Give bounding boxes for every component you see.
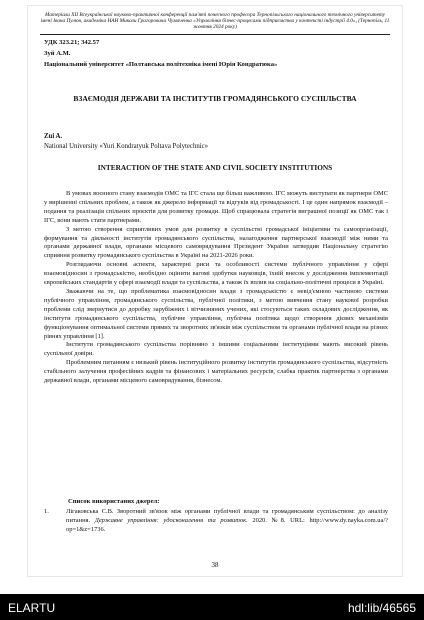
paragraph: В умовах воєнного стану взаємодія ОМС та ІГС стала ще більш важливою. ІГС можуть виступати як партнери ОМС у вирішенні спільних проблем, а також як джерело інформації та відгуків від громадськості. І це один напрямок взаємодії – подання та реалізація спільних проєктів для розвитку громади. Щоб спрацювала стратегія виграшної позиції як ОМС так і ІГС, вони мають стати партнерами.: [44, 190, 388, 224]
udk-code: УДК 323.21; 342.57: [44, 39, 100, 46]
paragraph: Розглядаючи основні аспекти, характерні риси та особливості системи публічного управління у сфері взаємовідносин з громадськістю, необхідно оцінити вагомі здобутки науковців, їхній внесок у дослідження імплементації європейських стандартів у сфері взаємодії влади та суспільства, а також їх вплив на соціально-політичні процеси в Україні.: [44, 261, 388, 287]
reference-authors-title: Лігаковська С.В. Зворотний зв'язок між органами публічної влади та громадянським суспільством: до аналізу питання.: [66, 508, 388, 524]
reference-journal: Державне управління: удосконалення та розвиток.: [94, 516, 248, 524]
author-name: Зуй А.М.: [44, 50, 71, 57]
reference-text: [66, 508, 388, 535]
title-ukrainian: ВЗАЄМОДІЯ ДЕРЖАВИ ТА ІНСТИТУТІВ ГРОМАДЯНСЬКОГО СУСПІЛЬСТВА: [73, 94, 357, 103]
reference-number: 1.: [44, 508, 49, 515]
author-affiliation: Національний університет «Полтавська політехніка імені Юрія Кондратюка»: [44, 61, 278, 68]
author-affiliation-english: National University «Yuri Kondratyuk Poltava Polytechnic»: [44, 143, 209, 150]
page-number: 38: [211, 561, 219, 569]
conference-header: Матеріали XII Всеукраїнської науково-практичної конференції пам'яті почесного професора Тернопільського національного технічного університету імені Івана Пулюя, академіка НАН Миколи Григоровича Чумаченка «Управління бізнес-процесами підприємства у контексті індустрії 4.0», (Тернопіль, 11 жовтня 2024 року): [40, 12, 390, 31]
body-text: [44, 190, 388, 386]
paragraph: Проблемним питанням є низький рівень інституційного розвитку інститутів громадянського суспільства, відсутність стабільного залучення професійних кадрів та фінансових і матеріальних ресурсів, слабка практик партнерства з органами державної влади, органами місцевого самоврядування, бізнесом.: [44, 359, 388, 385]
paragraph: Інститути громадянського суспільства порівняно з іншими соціальними інституціями мають високий рівень суспільної довіри.: [44, 341, 388, 358]
references-heading: Список використаних джерел:: [68, 498, 160, 505]
author-name-english: Zui A.: [44, 133, 63, 140]
title-english: INTERACTION OF THE STATE AND CIVIL SOCIETY INSTITUTIONS: [97, 163, 333, 172]
repository-name: ELARTU: [8, 601, 56, 615]
document-page: [28, 6, 402, 576]
paragraph: З метою створення сприятливих умов для розвитку в суспільстві громадської ініціативи та самоорганізації, формування та діяльності інститутів громадянського суспільства, налагодження партнерської взаємодії між ними та органами державної влади, органами місцевого самоврядування Президент України затвердив Національну стратегію сприяння розвитку громадянського суспільства в Україні на 2021-2026 роки.: [44, 225, 388, 260]
handle-link[interactable]: hdl:lib/46565: [347, 601, 416, 615]
paragraph: Зважаючи на те, що проблематика взаємовідносин влади з громадськістю є невід'ємною частиною системи публічного управління, громадянського суспільства, публічної політики, з метою вивчення стану наукової розробки проблеми слід звернутися до доробку зарубіжних і вітчизняних учених, які стосуються таких складових дослідження, як інститути громадянського суспільства, публічне управління, публічна політика щодо створення дієвих механізмів функціонування оптимальної системи прямих та зворотних зв'язків між суспільством та органами публічної влади на різних рівнях управління [1].: [44, 287, 388, 340]
reference-item: [44, 508, 388, 535]
reference-details: 2020. №8. URL: http://www.dy.nayka.com.ua/?op=1&z=1736.: [66, 516, 388, 533]
repository-footer: [0, 594, 424, 620]
header-divider: [40, 34, 390, 35]
